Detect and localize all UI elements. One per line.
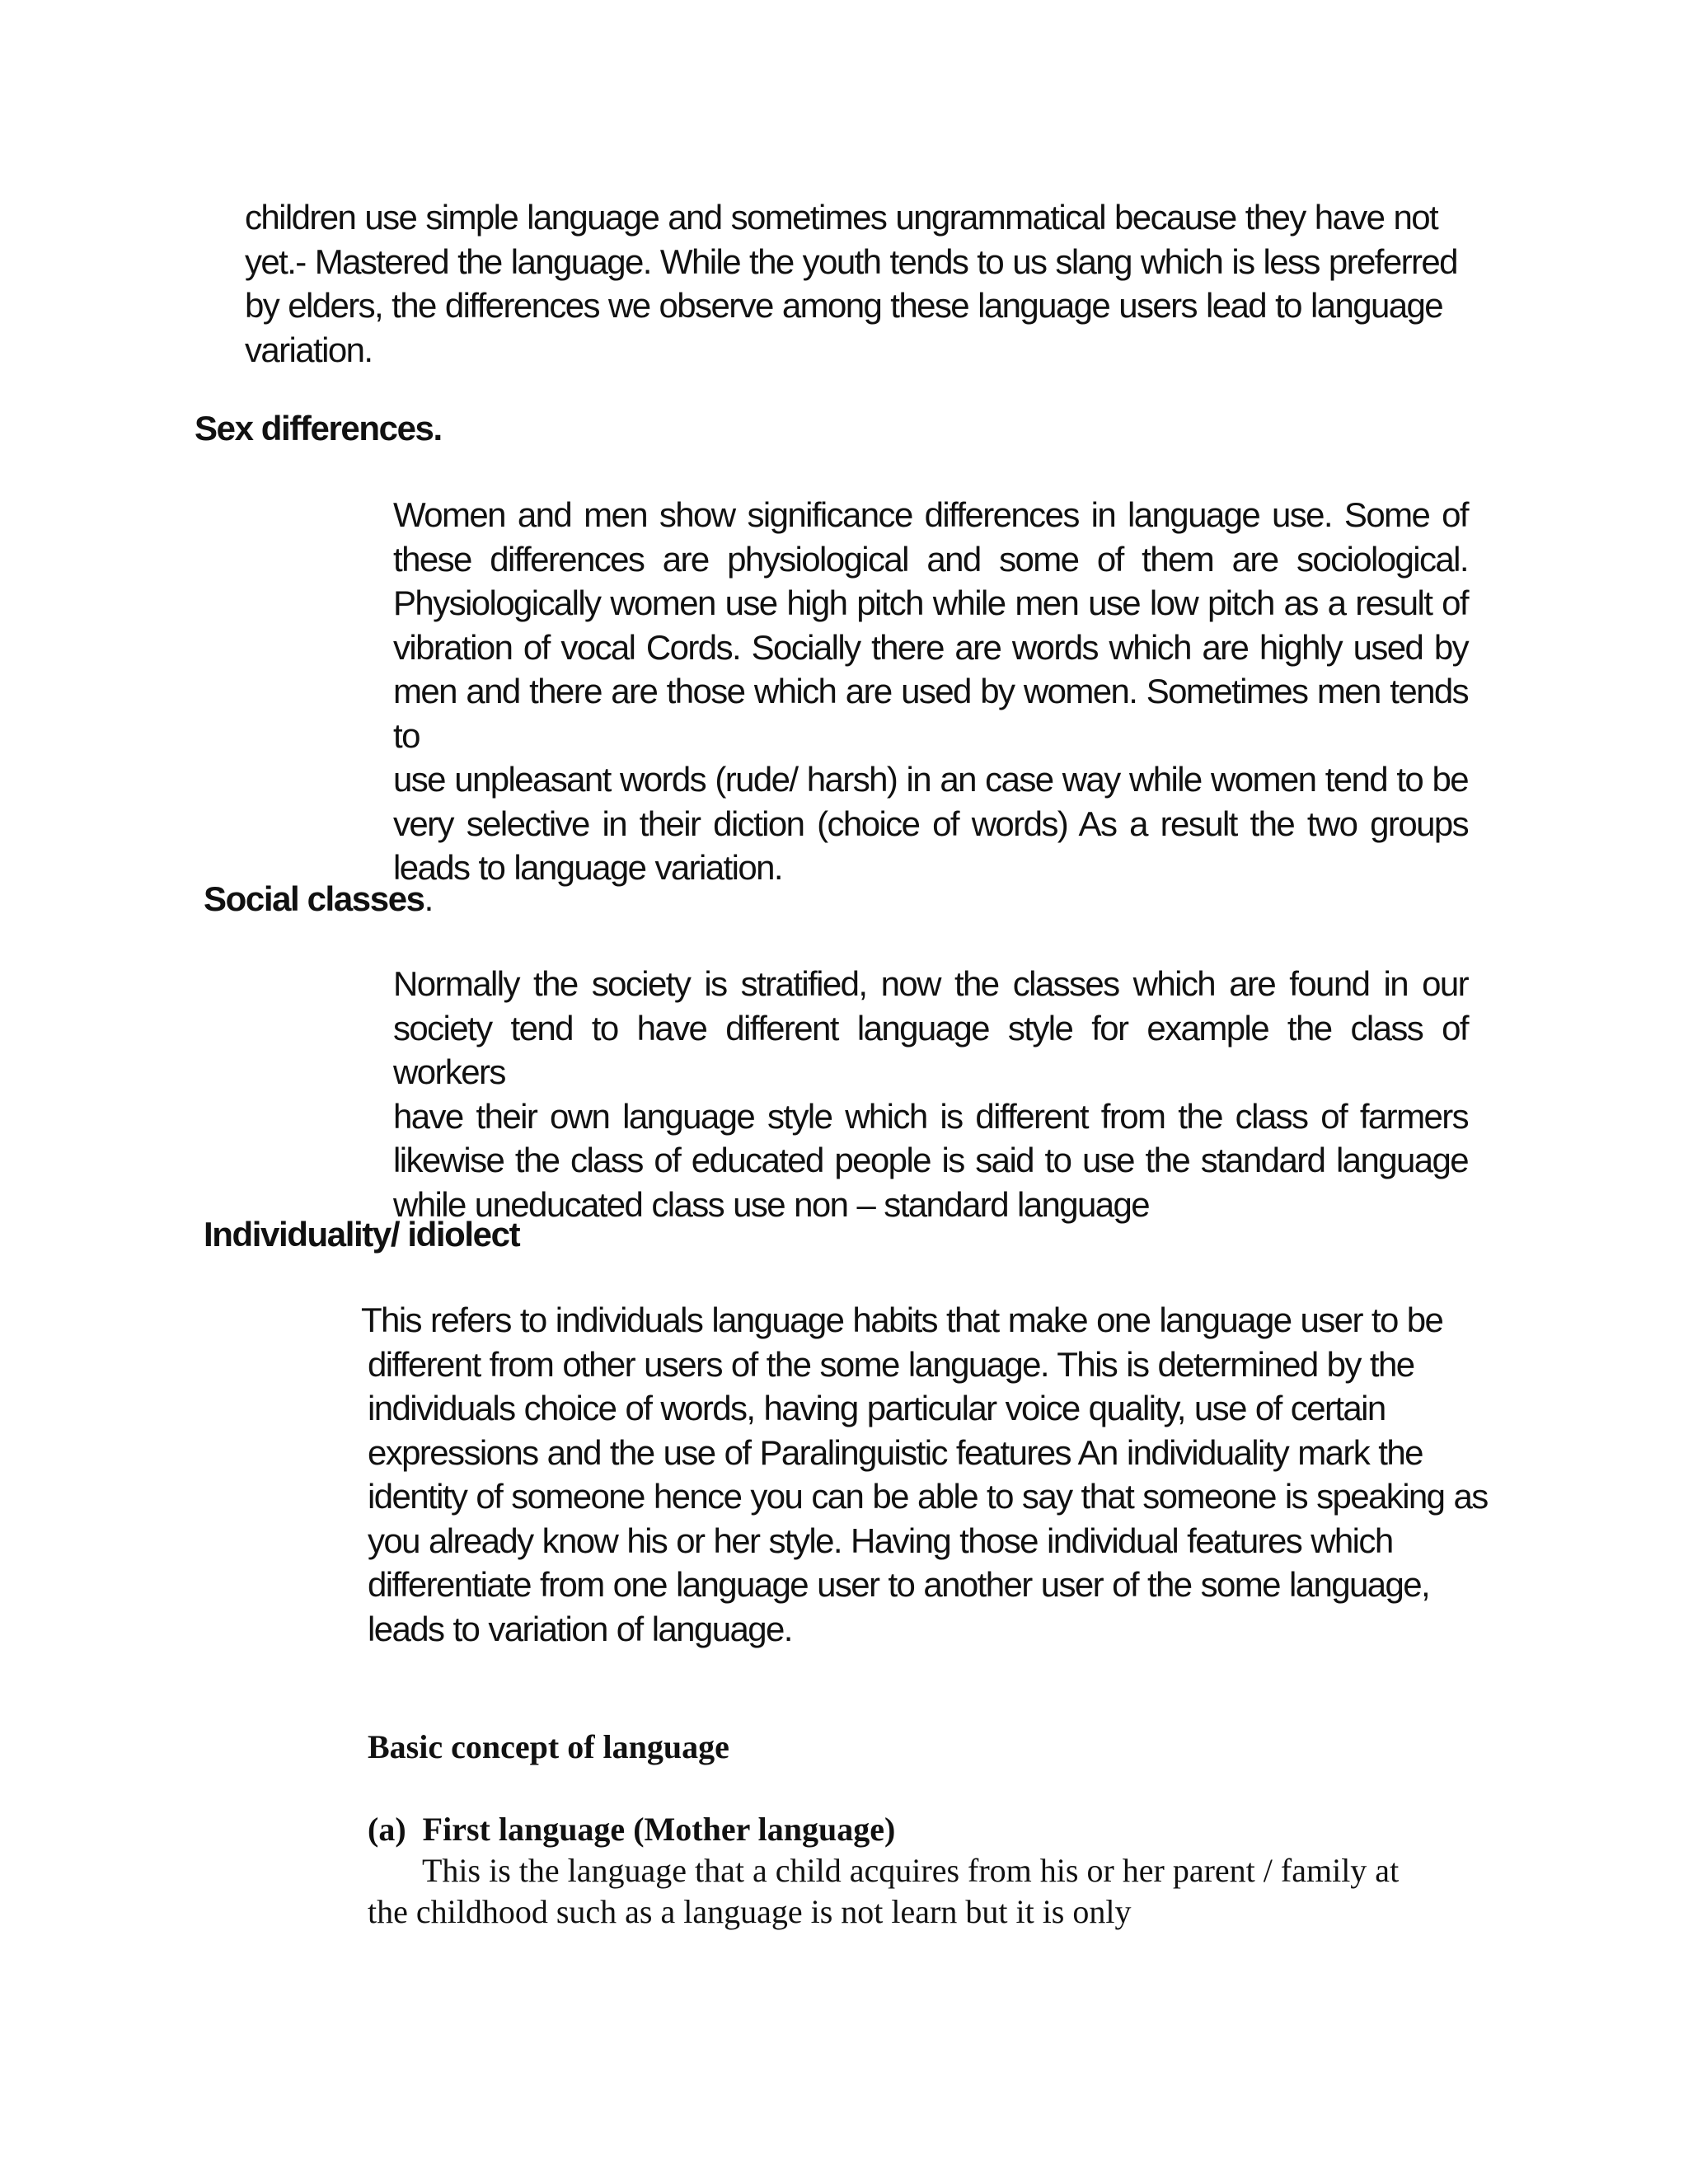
social-classes-paragraph	[393, 962, 1468, 1226]
social-classes-line: have their own language style which is different from the class of farmers	[393, 1096, 1468, 1136]
individuality-line: leads to variation of language.	[368, 1609, 792, 1648]
sex-differences-line: use unpleasant words (rude/ harsh) in an case way while women tend to be	[393, 760, 1468, 799]
sex-differences-heading: Sex differences.	[195, 409, 442, 448]
social-classes-line: while uneducated class use non – standard language	[393, 1184, 1150, 1224]
intro-line: by elders, the differences we observe among these language users lead to language	[245, 286, 1443, 325]
social-classes-line: society tend to have different language style for example the class of workers	[393, 1008, 1468, 1091]
sex-differences-line: leads to language variation.	[393, 848, 782, 887]
social-classes-line: likewise the class of educated people is said to use the standard language	[393, 1141, 1468, 1179]
first-language-line: the childhood such as a language is not learn but it is only	[368, 1893, 1132, 1930]
individuality-line: identity of someone hence you can be able to say that someone is speaking as	[368, 1477, 1488, 1516]
individuality-line: differentiate from one language user to another user of the some language,	[368, 1565, 1430, 1604]
individuality-line: This refers to individuals language habits that make one language user to be	[361, 1301, 1443, 1339]
sex-differences-line: very selective in their diction (choice of words) As a result the two groups	[393, 804, 1468, 843]
basic-concept-heading: Basic concept of language	[368, 1728, 729, 1765]
first-language-subheading: (a) First language (Mother language)	[368, 1811, 896, 1848]
sex-differences-line: vibration of vocal Cords. Socially there are words which are highly used by	[393, 627, 1468, 667]
sex-differences-line: these differences are physiological and some of them are sociological.	[393, 539, 1468, 579]
sex-differences-line: men and there are those which are used by women. Sometimes men tends to	[393, 672, 1468, 755]
social-classes-line: Normally the society is stratified, now the classes which are found in our	[393, 964, 1468, 1003]
first-language-paragraph	[368, 1850, 1468, 1933]
sex-differences-paragraph	[393, 493, 1468, 890]
individuality-paragraph	[361, 1298, 1488, 1651]
individuality-line: expressions and the use of Paralinguistic features An individuality mark the	[368, 1432, 1423, 1472]
intro-line: variation.	[245, 330, 373, 369]
individuality-line: you already know his or her style. Having those individual features which	[368, 1521, 1393, 1560]
sex-differences-line: Women and men show significance differences in language use. Some of	[393, 495, 1468, 534]
social-classes-heading	[204, 877, 433, 921]
social-classes-heading-period: .	[424, 879, 433, 918]
individuality-heading: Individuality/ idiolect	[204, 1215, 520, 1254]
social-classes-heading-text: Social classes	[204, 879, 424, 918]
intro-line: children use simple language and sometimes ungrammatical because they have not	[245, 198, 1438, 237]
individuality-line: different from other users of the some language. This is determined by the	[368, 1344, 1414, 1384]
intro-line: yet.- Mastered the language. While the youth tends to us slang which is less preferred	[245, 241, 1457, 281]
sex-differences-line: Physiologically women use high pitch while men use low pitch as a result of	[393, 583, 1468, 622]
first-language-line: This is the language that a child acquires from his or her parent / family at	[422, 1852, 1400, 1889]
individuality-line: individuals choice of words, having particular voice quality, use of certain	[368, 1389, 1386, 1427]
intro-paragraph	[245, 195, 1457, 372]
